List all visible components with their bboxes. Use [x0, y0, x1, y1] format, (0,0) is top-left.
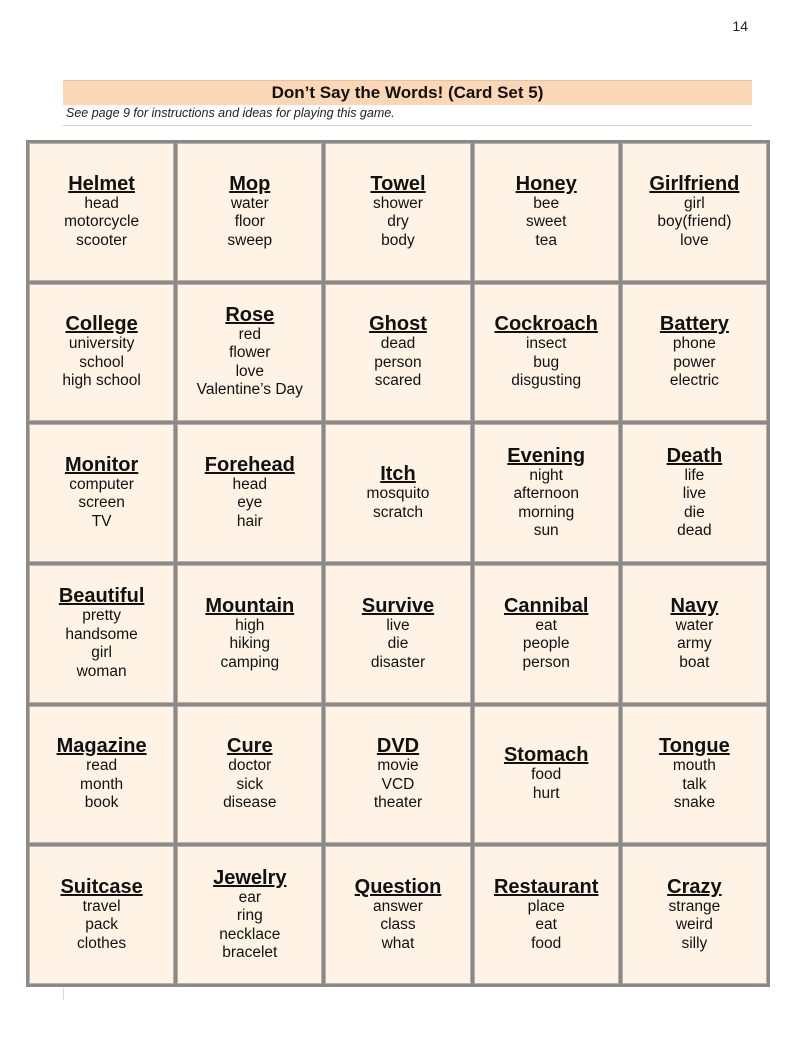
card-title: Stomach: [503, 744, 589, 767]
word-card[interactable]: [474, 706, 619, 844]
forbidden-word: morning: [518, 503, 575, 521]
word-card[interactable]: [325, 565, 470, 703]
forbidden-word: woman: [76, 662, 127, 680]
word-card[interactable]: [622, 424, 767, 562]
word-card[interactable]: [29, 846, 174, 984]
forbidden-word: TV: [91, 512, 112, 530]
forbidden-word: high school: [62, 372, 141, 390]
word-card[interactable]: [325, 143, 470, 281]
card-title: Question: [354, 875, 442, 898]
word-card[interactable]: [325, 706, 470, 844]
forbidden-word: VCD: [381, 775, 415, 793]
forbidden-word: red: [238, 325, 261, 343]
forbidden-word: sweep: [227, 231, 273, 249]
word-card[interactable]: [325, 424, 470, 562]
forbidden-word: floor: [234, 213, 265, 231]
forbidden-word: afternoon: [513, 485, 579, 503]
forbidden-word: sick: [236, 775, 264, 793]
forbidden-word: eat: [535, 916, 557, 934]
forbidden-word: book: [84, 794, 119, 812]
forbidden-word: screen: [78, 494, 125, 512]
forbidden-word: camping: [220, 653, 280, 671]
card-title: Towel: [370, 172, 426, 195]
card-title: Monitor: [64, 453, 139, 476]
forbidden-word: necklace: [219, 925, 281, 943]
card-title: Itch: [380, 463, 416, 486]
word-card[interactable]: [177, 706, 322, 844]
forbidden-word: mosquito: [366, 485, 430, 503]
forbidden-word: people: [522, 635, 570, 653]
forbidden-word: doctor: [228, 757, 272, 775]
card-title: Cure: [227, 735, 273, 758]
card-title: Suitcase: [60, 875, 143, 898]
forbidden-word: what: [381, 934, 415, 952]
subtitle-divider: [63, 125, 752, 126]
word-card[interactable]: [177, 846, 322, 984]
forbidden-word: pack: [85, 916, 118, 934]
forbidden-word: snake: [673, 794, 716, 812]
word-card[interactable]: [29, 424, 174, 562]
word-card[interactable]: [622, 143, 767, 281]
word-card[interactable]: [177, 424, 322, 562]
forbidden-word: disaster: [370, 653, 426, 671]
forbidden-word: bracelet: [222, 944, 278, 962]
forbidden-word: tea: [535, 231, 557, 249]
forbidden-word: love: [235, 362, 264, 380]
forbidden-word: month: [80, 775, 124, 793]
forbidden-word: person: [374, 353, 422, 371]
card-title: Tongue: [659, 735, 730, 758]
forbidden-word: food: [531, 934, 562, 952]
forbidden-word: power: [673, 353, 716, 371]
forbidden-word: head: [232, 475, 268, 493]
card-title: Cannibal: [503, 594, 589, 617]
forbidden-word: scooter: [76, 231, 128, 249]
card-title: DVD: [376, 735, 420, 758]
card-title: Helmet: [68, 172, 135, 195]
forbidden-word: sweet: [525, 213, 567, 231]
forbidden-word: army: [677, 635, 712, 653]
card-title: Forehead: [204, 453, 295, 476]
forbidden-word: night: [529, 466, 563, 484]
forbidden-word: food: [531, 766, 562, 784]
card-title: Ghost: [369, 313, 427, 336]
card-title: Evening: [507, 444, 586, 467]
forbidden-word: university: [68, 335, 135, 353]
forbidden-word: pretty: [82, 607, 121, 625]
word-card[interactable]: [177, 143, 322, 281]
forbidden-word: clothes: [77, 934, 127, 952]
word-card[interactable]: [474, 284, 619, 422]
forbidden-word: handsome: [65, 625, 138, 643]
forbidden-word: answer: [373, 897, 423, 915]
card-title: Beautiful: [58, 585, 145, 608]
word-card[interactable]: [177, 565, 322, 703]
forbidden-word: weird: [675, 916, 713, 934]
word-card[interactable]: [325, 846, 470, 984]
forbidden-word: dead: [380, 335, 416, 353]
forbidden-word: sun: [533, 522, 559, 540]
card-title: Crazy: [667, 875, 722, 898]
word-card[interactable]: [29, 284, 174, 422]
card-title: Rose: [225, 303, 275, 326]
forbidden-word: love: [680, 231, 709, 249]
card-title: Mop: [229, 172, 271, 195]
word-card[interactable]: [325, 284, 470, 422]
forbidden-word: shower: [373, 194, 423, 212]
forbidden-word: dead: [677, 522, 712, 540]
card-title: Magazine: [56, 735, 147, 758]
instructions-note: See page 9 for instructions and ideas for playing this game.: [66, 106, 395, 120]
forbidden-word: head: [84, 194, 119, 212]
word-card[interactable]: [474, 424, 619, 562]
forbidden-word: girl: [91, 644, 112, 662]
word-card[interactable]: [622, 846, 767, 984]
forbidden-word: die: [684, 503, 705, 521]
page-margin-mark: [63, 988, 64, 1000]
forbidden-word: talk: [682, 775, 707, 793]
card-title: Honey: [515, 172, 577, 195]
forbidden-word: body: [381, 231, 415, 249]
forbidden-word: mouth: [672, 757, 716, 775]
forbidden-word: ear: [238, 888, 261, 906]
forbidden-word: theater: [373, 794, 423, 812]
forbidden-word: scared: [374, 372, 422, 390]
forbidden-word: hiking: [229, 635, 271, 653]
forbidden-word: boy(friend): [657, 213, 732, 231]
forbidden-word: insect: [525, 335, 567, 353]
forbidden-word: movie: [377, 757, 419, 775]
card-grid: [26, 140, 770, 987]
forbidden-word: hurt: [532, 784, 560, 802]
forbidden-word: motorcycle: [64, 213, 140, 231]
forbidden-word: bee: [533, 194, 560, 212]
forbidden-word: class: [380, 916, 416, 934]
forbidden-word: bug: [533, 353, 560, 371]
page-title: Don’t Say the Words! (Card Set 5): [271, 83, 544, 102]
card-title: Survive: [361, 594, 435, 617]
word-card[interactable]: [29, 706, 174, 844]
forbidden-word: ring: [236, 907, 263, 925]
forbidden-word: electric: [669, 372, 719, 390]
title-bar: [63, 80, 752, 105]
forbidden-word: hair: [236, 512, 263, 530]
forbidden-word: die: [387, 635, 409, 653]
forbidden-word: eye: [237, 494, 263, 512]
word-card[interactable]: [622, 284, 767, 422]
forbidden-word: live: [682, 485, 707, 503]
forbidden-word: disgusting: [511, 372, 582, 390]
page-number: 14: [732, 18, 748, 34]
card-title: Girlfriend: [649, 172, 740, 195]
word-card[interactable]: [474, 846, 619, 984]
forbidden-word: boat: [679, 653, 710, 671]
forbidden-word: flower: [229, 344, 271, 362]
card-title: Jewelry: [213, 866, 287, 889]
card-title: Death: [666, 444, 723, 467]
forbidden-word: high: [235, 616, 265, 634]
forbidden-word: dry: [387, 213, 409, 231]
word-card[interactable]: [177, 284, 322, 422]
word-card[interactable]: [474, 565, 619, 703]
forbidden-word: person: [522, 653, 570, 671]
card-title: Navy: [670, 594, 719, 617]
card-title: Battery: [659, 313, 729, 336]
card-title: Mountain: [205, 594, 295, 617]
forbidden-word: scratch: [373, 503, 423, 521]
forbidden-word: girl: [684, 194, 705, 212]
word-card[interactable]: [622, 706, 767, 844]
word-card[interactable]: [622, 565, 767, 703]
forbidden-word: live: [386, 616, 410, 634]
word-card[interactable]: [474, 143, 619, 281]
forbidden-word: strange: [668, 897, 721, 915]
forbidden-word: travel: [82, 897, 121, 915]
forbidden-word: read: [86, 757, 118, 775]
card-title: College: [65, 313, 138, 336]
forbidden-word: school: [79, 353, 124, 371]
forbidden-word: disease: [223, 794, 277, 812]
card-title: Cockroach: [494, 313, 598, 336]
forbidden-word: water: [230, 194, 269, 212]
forbidden-word: computer: [69, 475, 134, 493]
word-card[interactable]: [29, 565, 174, 703]
card-title: Restaurant: [493, 875, 599, 898]
forbidden-word: water: [675, 616, 714, 634]
forbidden-word: phone: [672, 335, 716, 353]
forbidden-word: eat: [535, 616, 557, 634]
forbidden-word: life: [684, 466, 705, 484]
forbidden-word: place: [527, 897, 565, 915]
forbidden-word: Valentine’s Day: [196, 381, 303, 399]
word-card[interactable]: [29, 143, 174, 281]
forbidden-word: silly: [681, 934, 708, 952]
